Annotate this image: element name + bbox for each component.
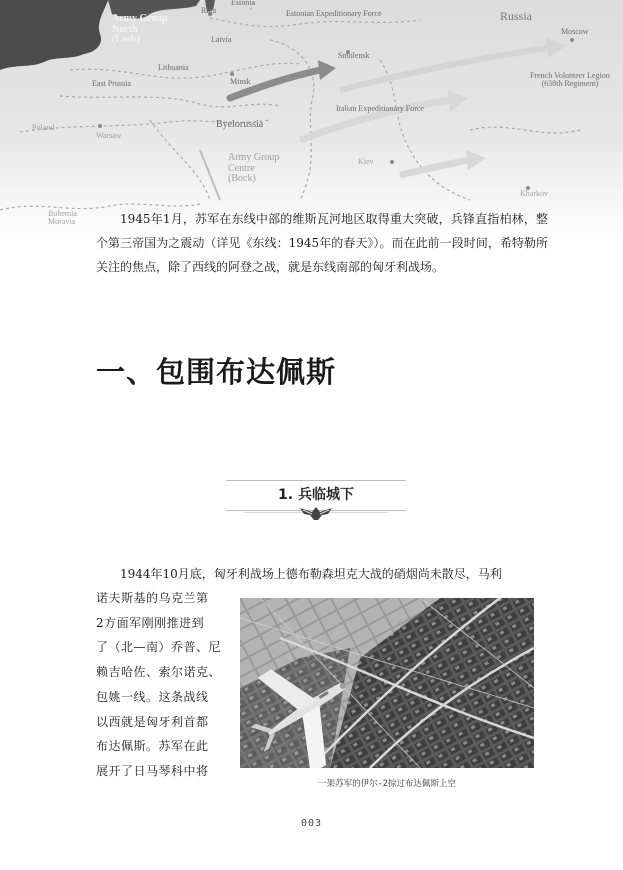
- chapter-title: 一、包围布达佩斯: [96, 355, 337, 389]
- label-latvia: Latvia: [211, 35, 232, 44]
- label-minsk: Minsk: [230, 77, 251, 86]
- label-smolensk: Smolensk: [338, 51, 370, 60]
- body-line: 以西就是匈牙利首都: [96, 714, 209, 729]
- label-kiev: Kiev: [358, 157, 374, 166]
- label-byelorussia: Byelorussia: [216, 119, 264, 130]
- label-riga: Riga: [201, 6, 217, 15]
- label-estonian-force: Estonian Expeditionary Force: [286, 9, 382, 18]
- section-title: 1. 兵临城下: [278, 487, 354, 503]
- label-bohemia: Bohemia Moravia: [48, 209, 77, 227]
- body-line: 诺夫斯基的乌克兰第: [96, 591, 209, 605]
- label-army-group-north: Army Group North (Leeb): [112, 13, 168, 45]
- aerial-photo: [240, 598, 534, 768]
- baltic-sea: [0, 0, 108, 70]
- label-warsaw: Warsaw: [96, 131, 122, 140]
- campaign-map: [0, 0, 623, 240]
- label-french-legion: French Volunteer Legion (638th Regiment): [530, 71, 610, 89]
- intro-paragraph: 1945年1月，苏军在东线中部的维斯瓦河地区取得重大突破，兵锋直指柏林，整个第三帝国为之震动（详见《东线：1945年的春天》）。而在此前一段时间，希特勒所关注的焦点，除了西线的阿登之战，就是东线南部的匈牙利战场。: [96, 212, 548, 274]
- body-lead-line: 1944年10月底，匈牙利战场上德布勒森坦克大战的硝烟尚未散尽，马利: [120, 567, 502, 581]
- photo-caption: 一架苏军的伊尔-2掠过布达佩斯上空: [318, 779, 456, 789]
- map-graphic: [0, 0, 623, 240]
- label-italian-force: Italian Expeditionary Force: [336, 104, 424, 113]
- body-line: 赖吉哈佐、索尔诺克、: [96, 665, 222, 680]
- body-wrapped-text: [96, 586, 246, 784]
- aerial-photo-image: [240, 598, 534, 768]
- label-poland: Poland: [32, 123, 55, 132]
- section-rule-top: [226, 480, 406, 481]
- eagle-emblem-icon: [298, 504, 334, 522]
- body-line: 2方面军刚刚推进到: [96, 615, 205, 630]
- label-estonia: Estonia: [231, 0, 255, 7]
- page-number: 003: [300, 818, 323, 829]
- body-line: 了（北—南）乔普、尼: [96, 640, 222, 655]
- label-army-group-centre: Army Group Centre (Bock): [228, 152, 280, 184]
- label-kharkov: Kharkov: [520, 189, 548, 198]
- label-east-prussia: East Prussia: [92, 79, 131, 88]
- label-russia: Russia: [500, 9, 533, 23]
- body-line: 布达佩斯。苏军在此: [96, 739, 209, 754]
- body-line: 包姚一线。这条战线: [96, 689, 209, 704]
- body-line: 展开了日马琴科中将: [96, 763, 209, 778]
- label-moscow: Moscow: [561, 27, 589, 36]
- label-lithuania: Lithuania: [158, 63, 189, 72]
- section-heading: [226, 476, 406, 524]
